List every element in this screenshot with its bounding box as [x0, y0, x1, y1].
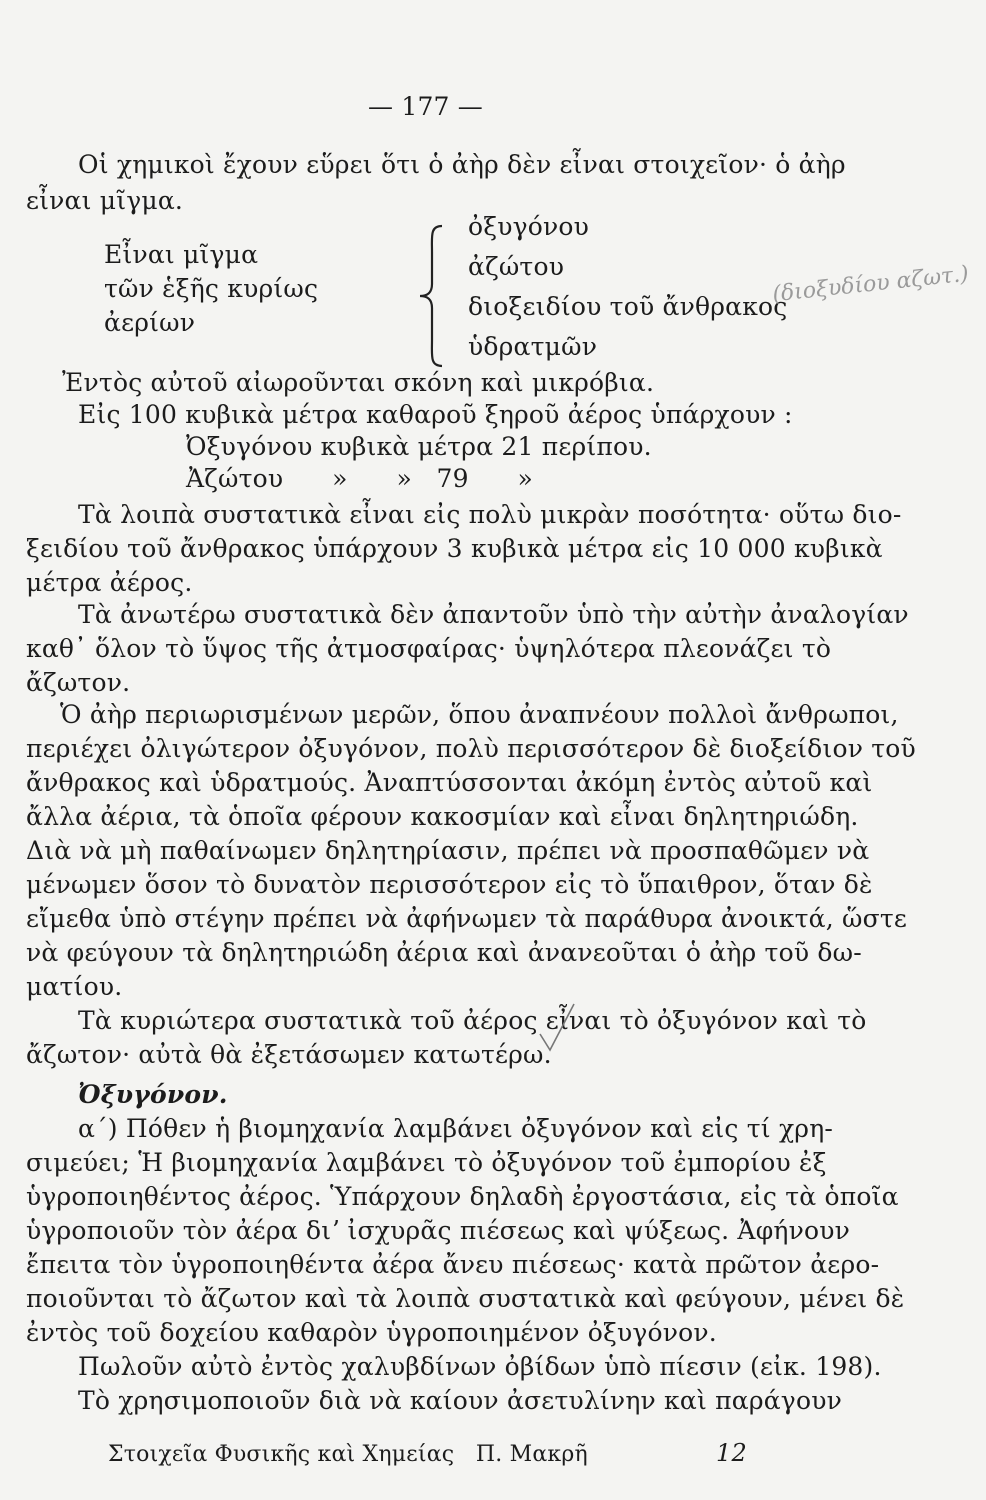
- section-heading-oxygen: Ὀξυγόνον.: [78, 1080, 228, 1109]
- para2-line-3: ἄζωτον.: [26, 668, 131, 697]
- para2-line-1: Τὰ ἀνωτέρω συστατικὰ δὲν ἀπαντοῦν ὑπὸ τὴν αὐτὴν ἀναλογίαν: [78, 600, 909, 629]
- para3-line-6: μένωμεν ὅσον τὸ δυνατὸν περισσότερον εἰς τὸ ὕπαιθρον, ὅταν δὲ: [26, 870, 873, 899]
- footer-sheet-number: 12: [716, 1439, 747, 1467]
- para5-line-6: ποιοῦνται τὸ ἄζωτον καὶ τὰ λοιπὰ συστατικὰ καὶ φεύγουν, μένει δὲ: [26, 1284, 905, 1313]
- oxygen-row: Ὀξυγόνου κυβικὰ μέτρα 21 περίπου.: [186, 432, 652, 461]
- para4-line-2: ἄζωτον· αὐτὰ θὰ ἐξετάσωμεν κατωτέρω.: [26, 1040, 552, 1069]
- para3-line-2: περιέχει ὀλιγώτερον ὀξυγόνον, πολὺ περισσότερον δὲ διοξείδιον τοῦ: [26, 734, 916, 763]
- para5-line-7: ἐντὸς τοῦ δοχείου καθαρὸν ὑγροποιημένον ὀξυγόνον.: [26, 1318, 717, 1347]
- para5-line-4: ὑγροποιοῦν τὸν ἀέρα διʼ ἰσχυρᾶς πιέσεως καὶ ψύξεως. Ἀφήνουν: [26, 1216, 851, 1245]
- para2-line-2: καθ᾽ ὅλον τὸ ὕψος τῆς ἀτμοσφαίρας· ὑψηλότερα πλεονάζει τὸ: [26, 634, 832, 663]
- para5-line-5: ἔπειτα τὸν ὑγροποιηθέντα ἀέρα ἄνευ πιέσεως· κατὰ πρῶτον ἀερο-: [26, 1250, 880, 1279]
- mixture-left-3: ἀερίων: [104, 308, 196, 337]
- para4-line-1: Τὰ κυριώτερα συστατικὰ τοῦ ἀέρος εἶναι τὸ ὀξυγόνον καὶ τὸ: [78, 1006, 867, 1035]
- pencil-margin-note: (διοξυδίου αζωτ.): [771, 261, 970, 308]
- composition-intro: Εἰς 100 κυβικὰ μέτρα καθαροῦ ξηροῦ ἀέρος ὑπάρχουν :: [78, 400, 793, 429]
- para5-line-3: ὑγροποιηθέντος ἀέρος. Ὑπάρχουν δηλαδὴ ἐργοστάσια, εἰς τὰ ὁποῖα: [26, 1182, 899, 1211]
- para5-line-2: σιμεύει; Ἡ βιομηχανία λαμβάνει τὸ ὀξυγόνον τοῦ ἐμπορίου ἐξ: [26, 1148, 827, 1177]
- para1-line-1: Τὰ λοιπὰ συστατικὰ εἶναι εἰς πολὺ μικρὰν ποσότητα· οὕτω διο-: [78, 500, 902, 529]
- para3-line-3: ἄνθρακος καὶ ὑδρατμούς. Ἀναπτύσσονται ἀκόμη ἐντὸς αὐτοῦ καὶ: [26, 768, 873, 797]
- para6-line-2: Τὸ χρησιμοποιοῦν διὰ νὰ καίουν ἀσετυλίνην καὶ παράγουν: [78, 1386, 842, 1415]
- curly-brace-icon: [412, 222, 452, 370]
- dust-line: Ἐντὸς αὐτοῦ αἰωροῦνται σκόνη καὶ μικρόβια.: [62, 368, 655, 397]
- para1-line-2: ξειδίου τοῦ ἄνθρακος ὑπάρχουν 3 κυβικὰ μέτρα εἰς 10 000 κυβικὰ: [26, 534, 883, 563]
- para5-line-1: α΄) Πόθεν ἡ βιομηχανία λαμβάνει ὀξυγόνον καὶ εἰς τί χρη-: [78, 1114, 834, 1143]
- para3-line-8: νὰ φεύγουν τὰ δηλητηριώδη ἀέρια καὶ ἀνανεοῦται ὁ ἀὴρ τοῦ δω-: [26, 938, 862, 967]
- para1-line-3: μέτρα ἀέρος.: [26, 568, 193, 597]
- para3-line-5: Διὰ νὰ μὴ παθαίνωμεν δηλητηρίασιν, πρέπει νὰ προσπαθῶμεν νὰ: [26, 836, 870, 865]
- para3-line-9: ματίου.: [26, 972, 123, 1001]
- para3-line-1: Ὁ ἀὴρ περιωρισμένων μερῶν, ὅπου ἀναπνέουν πολλοὶ ἄνθρωποι,: [60, 700, 899, 729]
- pencil-check-mark-icon: [536, 1000, 578, 1056]
- mixture-left-1: Εἶναι μῖγμα: [104, 240, 259, 269]
- footer-book-title: Στοιχεῖα Φυσικῆς καὶ Χημείας Π. Μακρῆ: [108, 1442, 588, 1467]
- mixture-left-2: τῶν ἑξῆς κυρίως: [104, 274, 319, 303]
- para3-line-4: ἄλλα ἀέρια, τὰ ὁποῖα φέρουν κακοσμίαν καὶ εἶναι δηλητηριώδη.: [26, 802, 859, 831]
- page-number: — 177 —: [368, 92, 484, 121]
- mixture-right-2: ἀζώτου: [468, 252, 565, 281]
- para6-line-1: Πωλοῦν αὐτὸ ἐντὸς χαλυβδίνων ὀβίδων ὑπὸ πίεσιν (εἰκ. 198).: [78, 1352, 882, 1381]
- nitrogen-row: Ἀζώτου » » 79 »: [186, 464, 534, 493]
- mixture-right-4: ὑδρατμῶν: [468, 332, 598, 361]
- mixture-right-1: ὀξυγόνου: [468, 212, 590, 241]
- para3-line-7: εἴμεθα ὑπὸ στέγην πρέπει νὰ ἀφήνωμεν τὰ παράθυρα ἀνοικτά, ὥστε: [26, 904, 908, 933]
- mixture-right-3: διοξειδίου τοῦ ἄνθρακος: [468, 292, 788, 321]
- intro-line-2: εἶναι μῖγμα.: [26, 186, 184, 215]
- intro-line-1: Οἱ χημικοὶ ἔχουν εὕρει ὅτι ὁ ἀὴρ δὲν εἶναι στοιχεῖον· ὁ ἀὴρ: [78, 150, 846, 179]
